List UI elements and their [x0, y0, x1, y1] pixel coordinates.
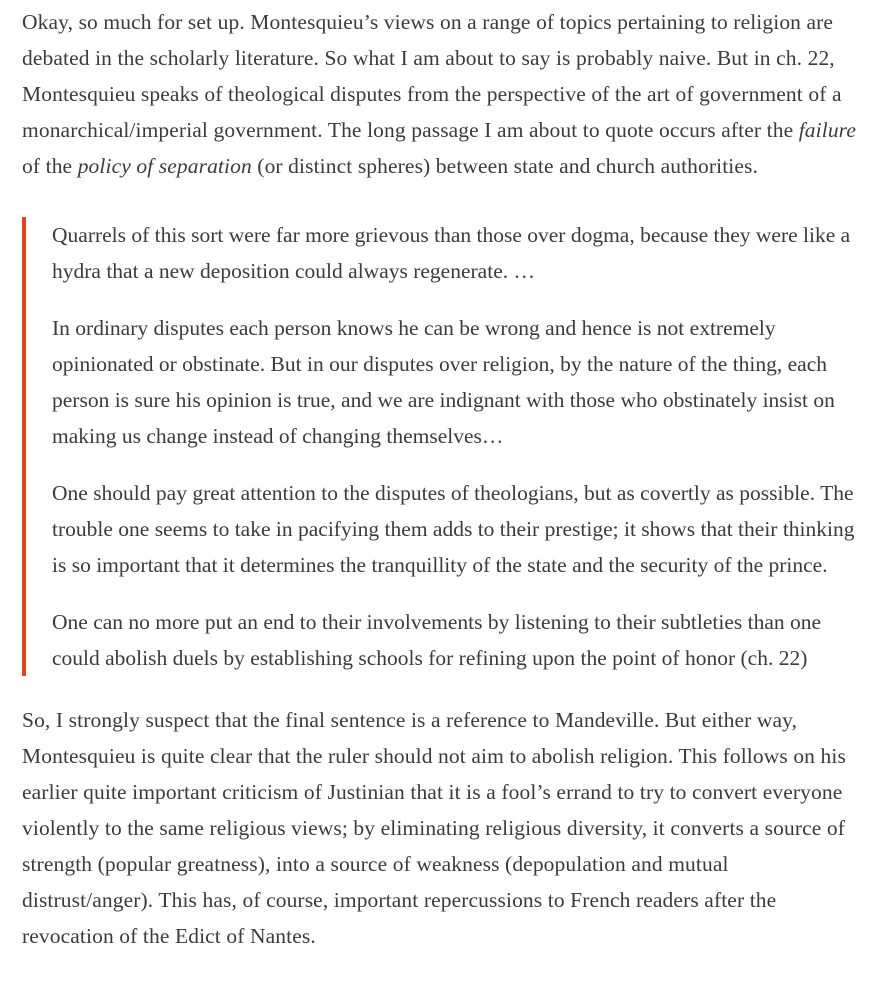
- closing-paragraph: So, I strongly suspect that the final sentence is a reference to Mandeville. But either way, Montesquieu is quite clear that the ruler should not aim to abolish religion. This follows on his earlier quite important criticism of Justinian that it is a fool’s errand to try to convert everyone violently to the same religious views; by eliminating religious diversity, it converts a source of strength (popular greatness), into a source of weakness (depopulation and mutual distrust/anger). This has, of course, important repercussions to French readers after the revocation of the Edict of Nantes.: [22, 708, 846, 948]
- blockquote-paragraph-1: Quarrels of this sort were far more grievous than those over dogma, because they were like a hydra that a new deposition could always regenerate. …: [52, 223, 851, 283]
- montesquieu-blockquote: [22, 217, 857, 676]
- intro-text-segment-3: (or distinct spheres) between state and church authorities.: [251, 154, 758, 178]
- intro-emphasis-policy-of-separation: policy of separation: [77, 154, 252, 178]
- blockquote-paragraph-2: In ordinary disputes each person knows he can be wrong and hence is not extremely opinionated or obstinate. But in our disputes over religion, by the nature of the thing, each person is sure his opinion is true, and we are indignant with those who obstinately insist on making us change instead of changing themselves…: [52, 316, 835, 448]
- intro-emphasis-failure: failure: [798, 118, 857, 142]
- intro-text-segment-1: Okay, so much for set up. Montesquieu’s views on a range of topics pertaining to religion are debated in the scholarly literature. So what I am about to say is probably naive. But in ch. 22, Montesquieu speaks of theological disputes from the perspective of the art of government of a monarchical/imperial government. The long passage I am about to quote occurs after the: [22, 10, 842, 142]
- intro-paragraph: [22, 4, 857, 184]
- blockquote-paragraph-4: One can no more put an end to their involvements by listening to their subtleties than one could abolish duels by establishing schools for refining upon the point of honor (ch. 22): [52, 610, 822, 670]
- blockquote-paragraph-3: One should pay great attention to the disputes of theologians, but as covertly as possible. The trouble one seems to take in pacifying them adds to their prestige; it shows that their thinking is so important that it determines the tranquillity of the state and the security of the prince.: [52, 481, 855, 577]
- intro-text-segment-2: of the: [22, 154, 78, 178]
